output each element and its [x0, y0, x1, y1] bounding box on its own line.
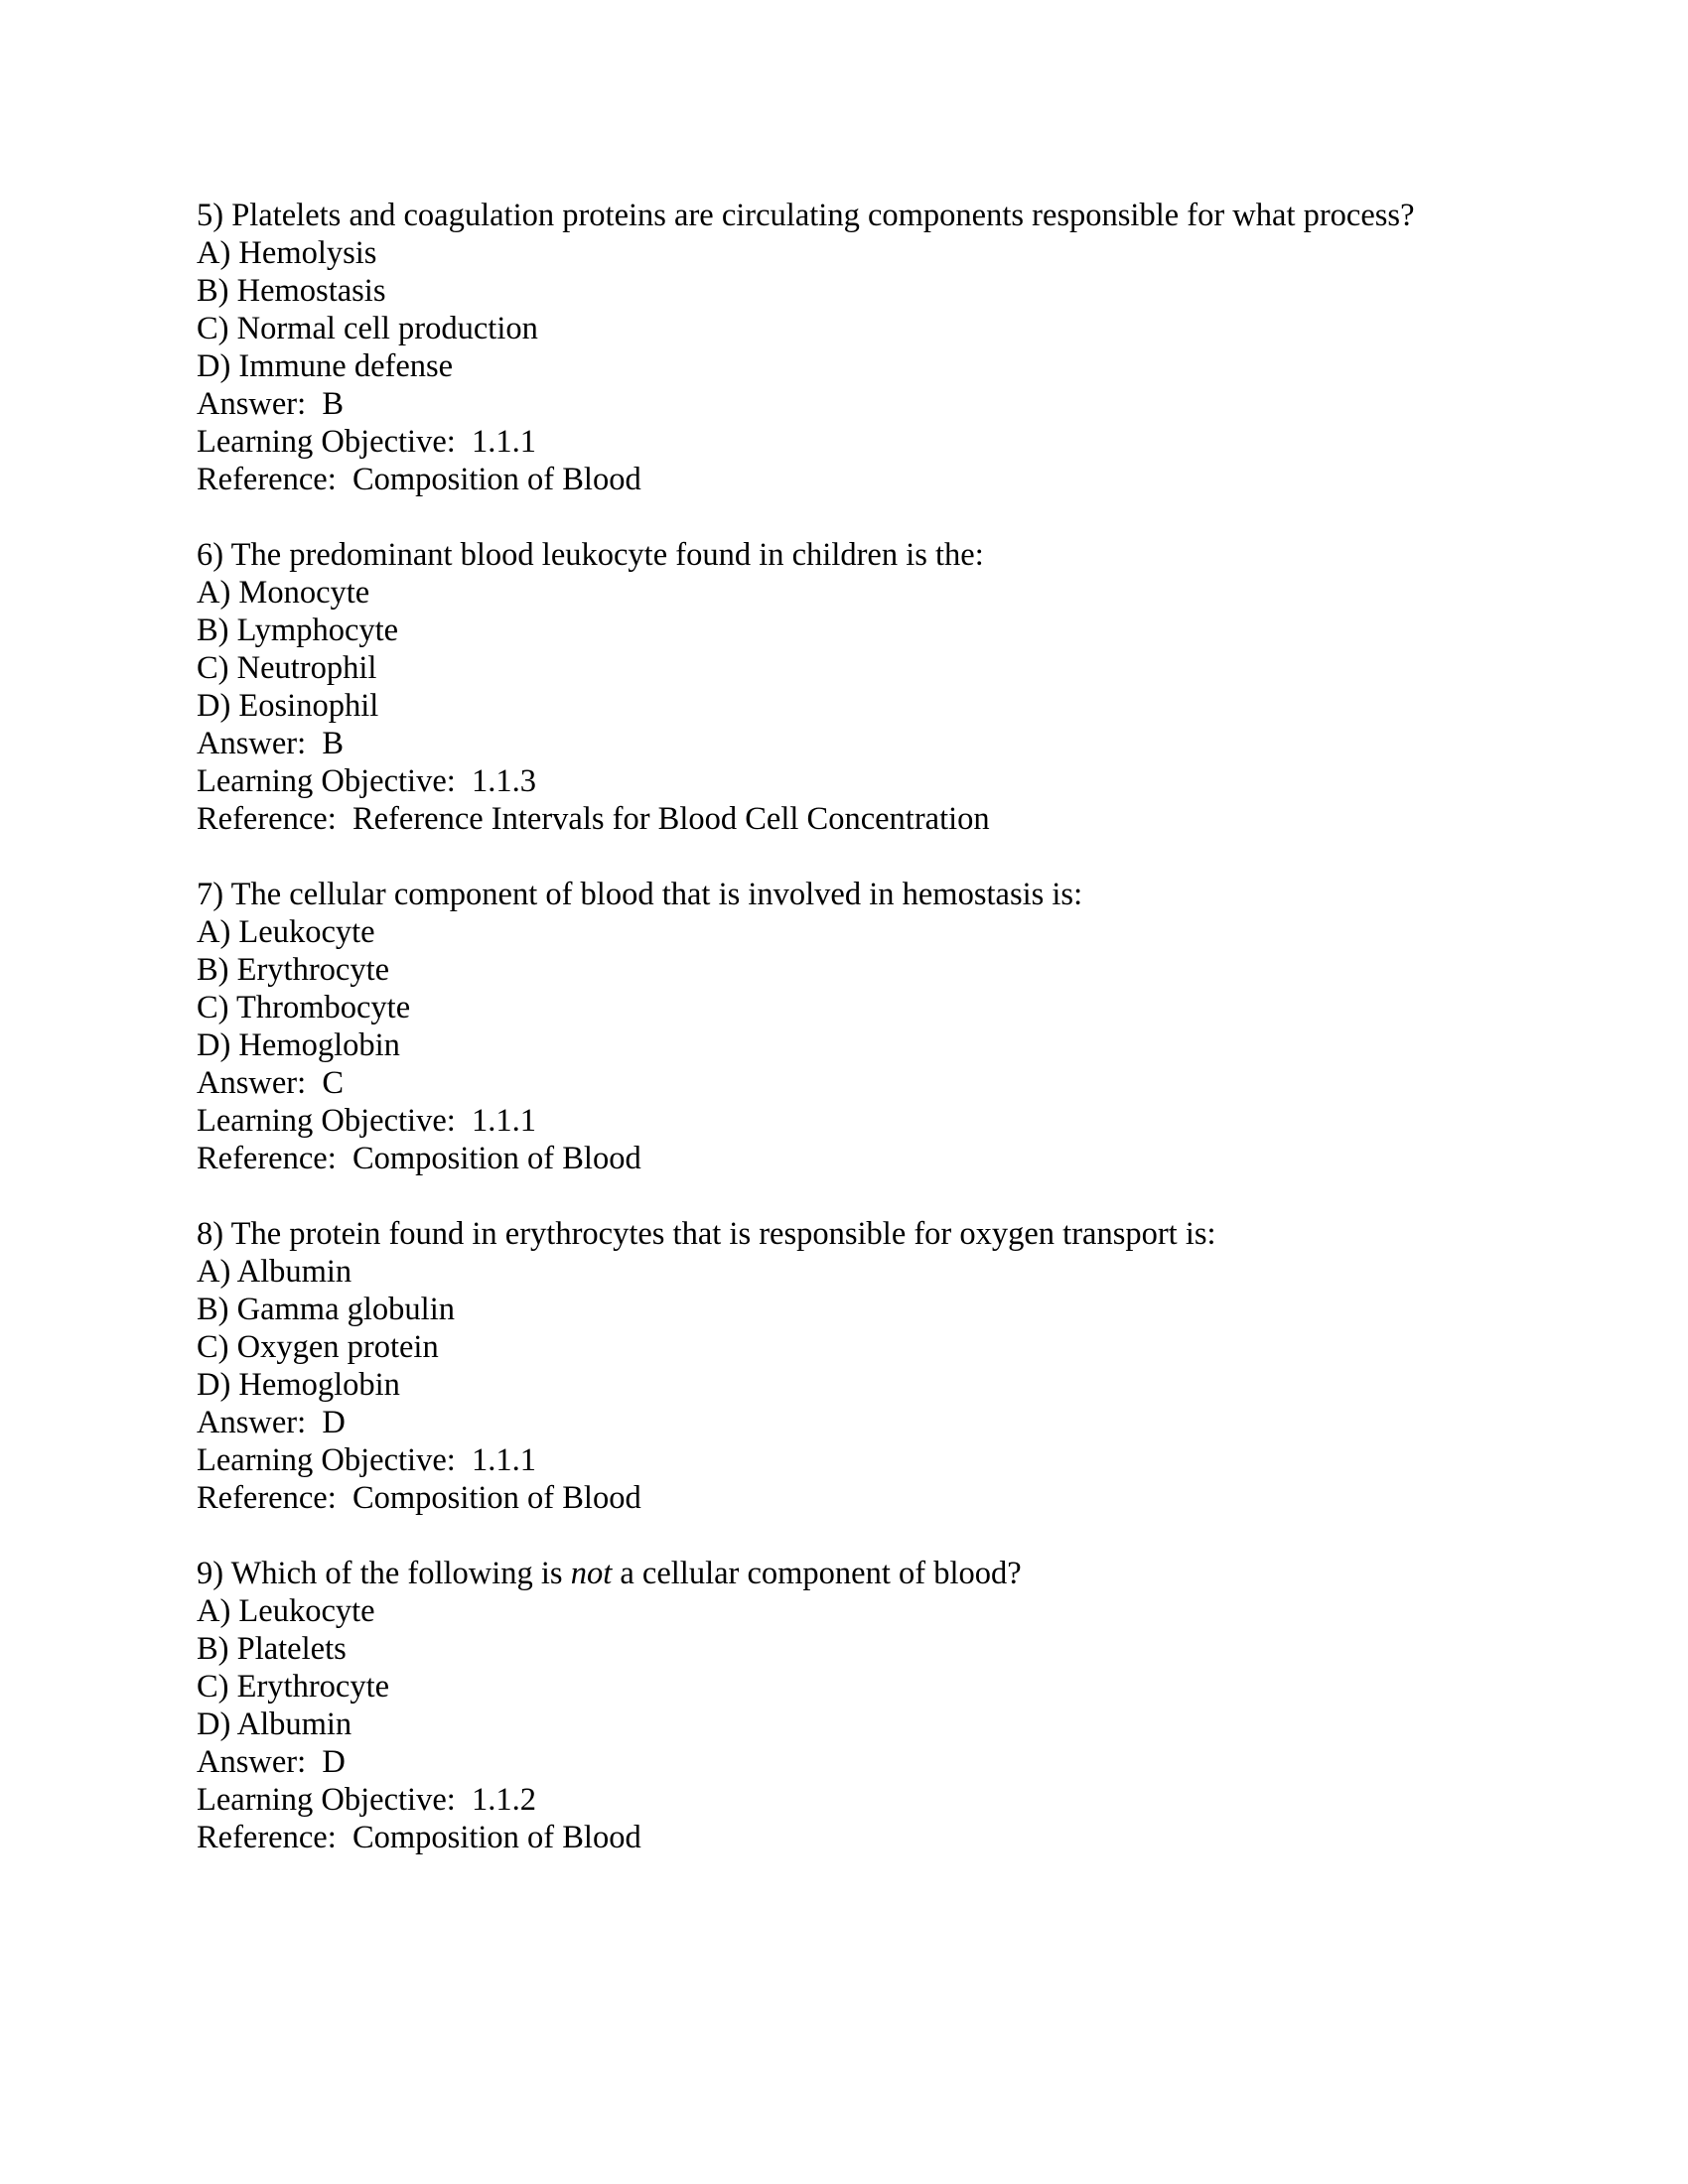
- question-5: [197, 197, 1507, 498]
- option-b: B) Lymphocyte: [197, 613, 399, 648]
- option-d: D) Albumin: [197, 1706, 352, 1742]
- answer: Answer: B: [197, 726, 345, 761]
- learning-objective: Learning Objective: 1.1.1: [197, 424, 537, 460]
- question-stem: 8) The protein found in erythrocytes that is responsible for oxygen transport is:: [197, 1216, 1216, 1252]
- question-stem: 9) Which of the following is not a cellular component of blood?: [197, 1556, 1022, 1591]
- option-d: D) Eosinophil: [197, 688, 379, 724]
- option-c: C) Neutrophil: [197, 650, 377, 686]
- answer: Answer: B: [197, 386, 345, 422]
- question-6: [197, 536, 1507, 838]
- option-b: B) Platelets: [197, 1631, 347, 1667]
- option-b: B) Hemostasis: [197, 273, 386, 309]
- learning-objective: Learning Objective: 1.1.1: [197, 1442, 537, 1478]
- option-a: A) Monocyte: [197, 575, 370, 611]
- answer: Answer: D: [197, 1405, 346, 1440]
- answer: Answer: C: [197, 1065, 345, 1101]
- option-a: A) Leukocyte: [197, 1593, 375, 1629]
- question-7: [197, 876, 1507, 1177]
- reference: Reference: Composition of Blood: [197, 1141, 641, 1176]
- reference: Reference: Reference Intervals for Blood Cell Concentration: [197, 801, 990, 837]
- option-d: D) Hemoglobin: [197, 1027, 400, 1063]
- reference: Reference: Composition of Blood: [197, 1480, 641, 1516]
- option-c: C) Normal cell production: [197, 311, 538, 346]
- document-page: [197, 197, 1507, 1894]
- option-a: A) Leukocyte: [197, 914, 375, 950]
- option-a: A) Albumin: [197, 1254, 352, 1290]
- question-stem: 7) The cellular component of blood that is involved in hemostasis is:: [197, 877, 1083, 912]
- learning-objective: Learning Objective: 1.1.3: [197, 763, 537, 799]
- question-9: [197, 1555, 1507, 1856]
- learning-objective: Learning Objective: 1.1.1: [197, 1103, 537, 1139]
- question-stem: 5) Platelets and coagulation proteins are circulating components responsible for what process?: [197, 198, 1415, 233]
- reference: Reference: Composition of Blood: [197, 1820, 641, 1855]
- option-c: C) Erythrocyte: [197, 1669, 390, 1705]
- option-c: C) Thrombocyte: [197, 990, 411, 1025]
- question-8: [197, 1215, 1507, 1517]
- option-c: C) Oxygen protein: [197, 1329, 439, 1365]
- option-b: B) Erythrocyte: [197, 952, 390, 988]
- question-stem: 6) The predominant blood leukocyte found in children is the:: [197, 537, 984, 573]
- option-a: A) Hemolysis: [197, 235, 377, 271]
- answer: Answer: D: [197, 1744, 346, 1780]
- option-b: B) Gamma globulin: [197, 1292, 455, 1327]
- learning-objective: Learning Objective: 1.1.2: [197, 1782, 537, 1818]
- reference: Reference: Composition of Blood: [197, 462, 641, 497]
- option-d: D) Hemoglobin: [197, 1367, 400, 1403]
- option-d: D) Immune defense: [197, 348, 454, 384]
